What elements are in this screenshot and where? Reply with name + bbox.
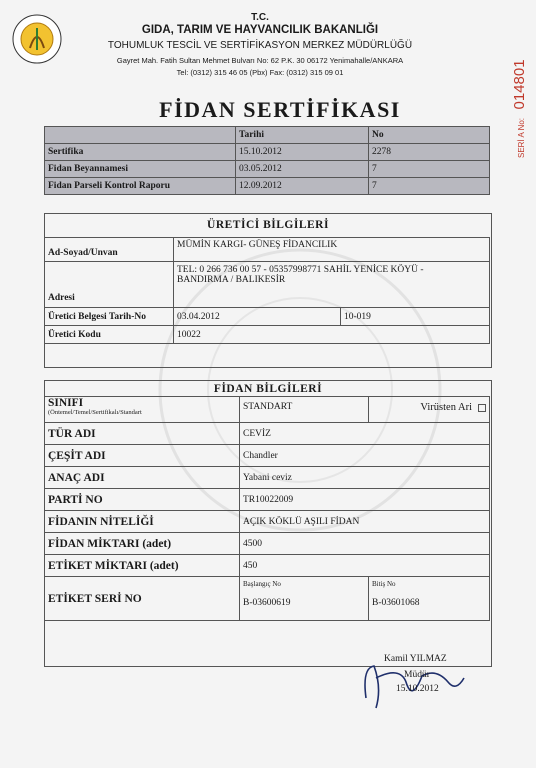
row-label: TÜR ADI [45,423,240,445]
table-row [45,467,490,489]
row-value: Yabani ceviz [240,467,490,489]
header-blank-cell [45,127,236,144]
table-row [45,423,490,445]
table-row [45,511,490,533]
row-value: TR10022009 [240,489,490,511]
row-no: 7 [369,161,490,178]
cert-no: 10-019 [341,308,490,326]
row-label: Sertifika [45,144,236,161]
row-value: Chandler [240,445,490,467]
class-sublabel: (Öntemel/Temel/Sertifikalı/Standart [48,409,142,416]
table-row [45,445,490,467]
header-tc: T.C. [251,12,269,23]
cert-label: Üretici Belgesi Tarih-No [45,308,174,326]
col-date-header: Tarihi [236,127,369,144]
address-line-2: BANDIRMA / BALIKESİR [177,275,286,285]
start-caption: Başlangıç No [243,580,281,588]
serial-label: SERİ A No: [517,117,526,158]
row-label: FİDAN MİKTARI (adet) [45,533,240,555]
row-date: 12.09.2012 [236,178,369,195]
ministry-logo [12,14,62,64]
row-label: Fidan Parseli Kontrol Raporu [45,178,236,195]
signatory-name: Kamil YILMAZ [384,654,447,664]
row-label: PARTİ NO [45,489,240,511]
header-phone: Tel: (0312) 315 46 05 (Pbx) Fax: (0312) 315 09 01 [176,68,344,77]
svg-text:SERİ A No: 014801 [511,59,528,158]
row-date: 15.10.2012 [236,144,369,161]
virus-label: Virüsten Ari [420,402,472,413]
address-label: Adresi [45,262,174,308]
row-no: 7 [369,178,490,195]
serial-number [508,20,530,160]
row-no: 2278 [369,144,490,161]
table-row [45,555,490,577]
virus-free-checkbox [478,404,486,412]
table-row [45,533,490,555]
row-value: 450 [240,555,490,577]
certificate-info-table [44,126,490,195]
code-label: Üretici Kodu [45,326,174,344]
table-row [45,577,490,621]
class-value: STANDART [240,397,369,423]
seedling-table [44,396,490,621]
col-no-header: No [369,127,490,144]
end-caption: Bitiş No [372,580,396,588]
start-value: B-03600619 [243,598,291,608]
row-label: ETİKET MİKTARI (adet) [45,555,240,577]
seedling-heading: FİDAN BİLGİLERİ [213,383,323,395]
class-label: SINIFI [48,397,84,409]
table-row [45,144,490,161]
row-value: AÇIK KÖKLÜ AŞILI FİDAN [240,511,490,533]
table-row [45,489,490,511]
table-row [45,308,490,326]
end-value: B-03601068 [372,598,420,608]
page-title: FİDAN SERTİFİKASI [159,97,401,122]
producer-heading: ÜRETİCİ BİLGİLERİ [207,219,329,231]
table-row [45,326,490,344]
row-label: FİDANIN NİTELİĞİ [45,511,240,533]
table-row [45,262,490,308]
row-label: ÇEŞİT ADI [45,445,240,467]
tag-serial-label: ETİKET SERİ NO [45,577,240,621]
signature-date: 15.10.2012 [396,684,439,694]
row-date: 03.05.2012 [236,161,369,178]
table-row [45,238,490,262]
row-value: 4500 [240,533,490,555]
producer-table [44,237,490,344]
header-department: TOHUMLUK TESCİL VE SERTİFİKASYON MERKEZ MÜDÜRLÜĞÜ [107,40,413,51]
header-address: Gayret Mah. Fatih Sultan Mehmet Bulvarı No: 62 P.K. 30 06172 Yenimahalle/ANKARA [116,56,404,65]
row-label: Fidan Beyannamesi [45,161,236,178]
serial-value: 014801 [511,59,528,110]
cert-date: 03.04.2012 [174,308,341,326]
row-value: CEVİZ [240,423,490,445]
table-row [45,178,490,195]
name-label: Ad-Soyad/Unvan [45,238,174,262]
name-value: MÜMİN KARGI- GÜNEŞ FİDANCILIK [174,238,490,262]
signatory-title: Müdür [404,670,430,680]
row-label: ANAÇ ADI [45,467,240,489]
address-line-1: TEL: 0 266 736 00 57 - 05357998771 SAHİL YENİCE KÖYÜ - [177,265,424,275]
header-ministry: GIDA, TARIM VE HAYVANCILIK BAKANLIĞI [141,24,379,36]
table-row [45,397,490,423]
code-value: 10022 [174,326,490,344]
table-row [45,161,490,178]
